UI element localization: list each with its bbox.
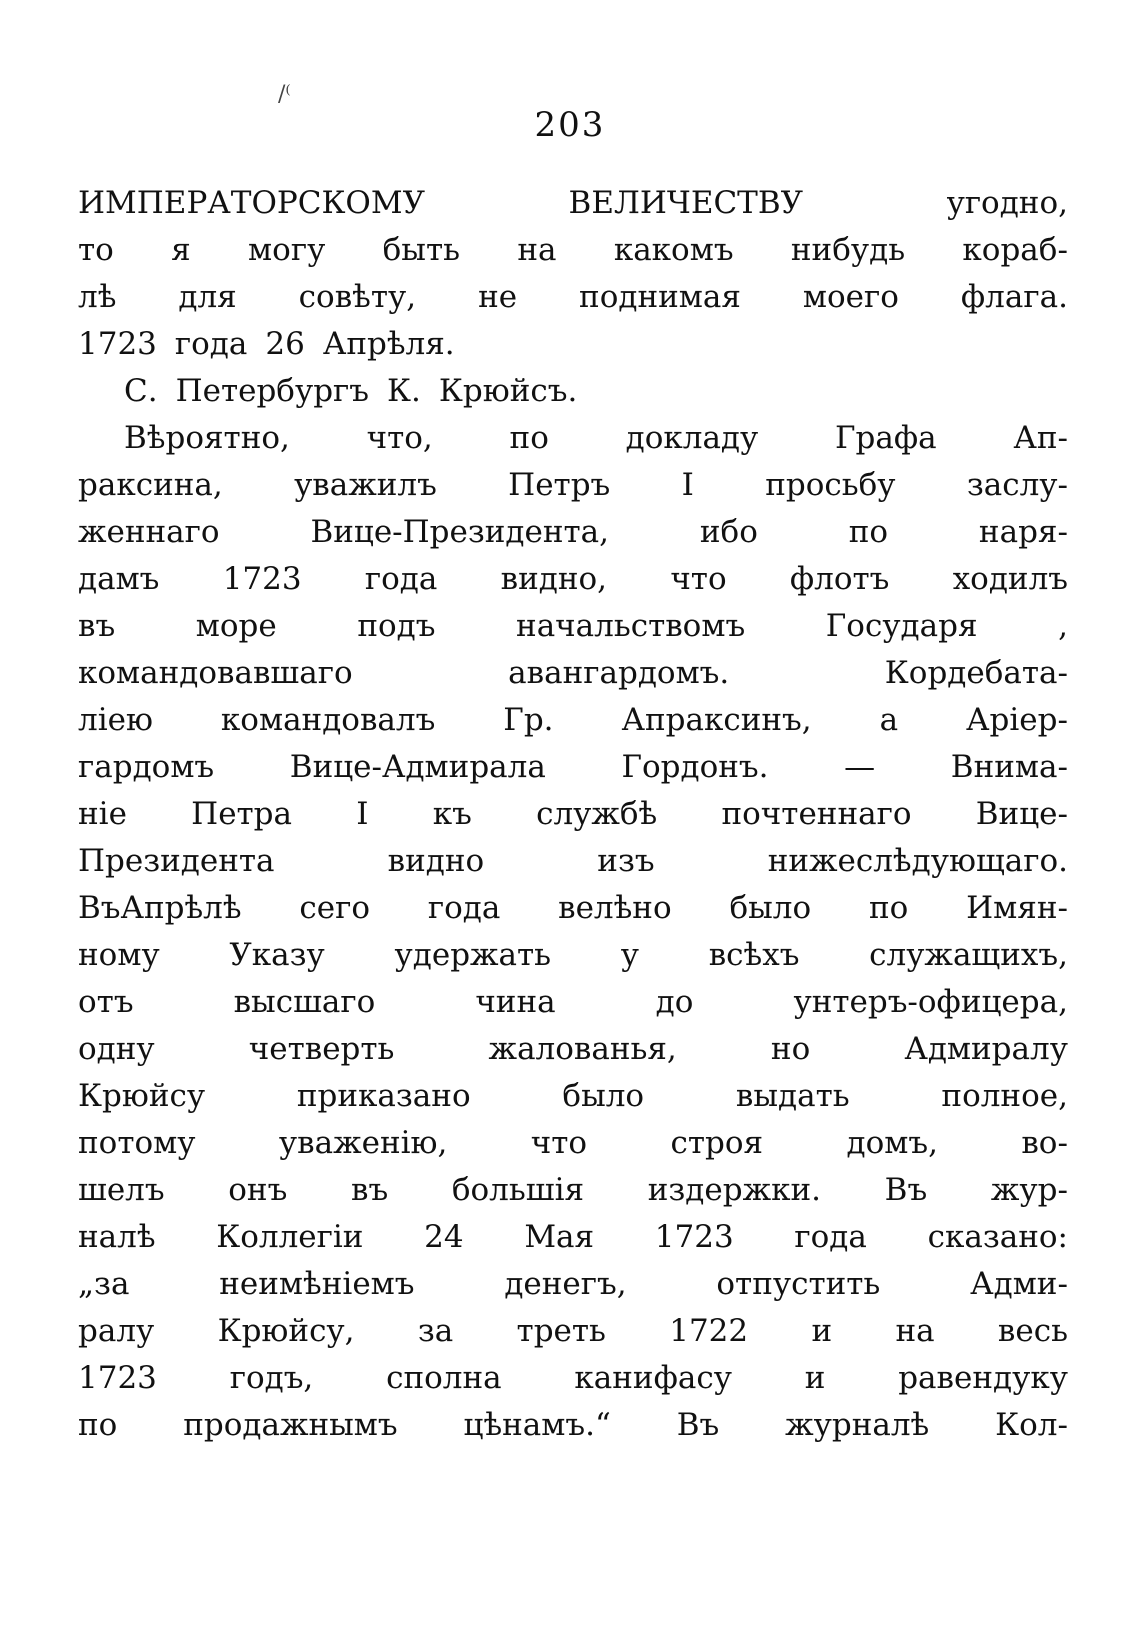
word: К. (387, 373, 421, 409)
word: Коллегіи (216, 1219, 364, 1255)
word: домъ, (846, 1125, 938, 1161)
word: Графа (835, 420, 937, 456)
word: налѣ (78, 1219, 156, 1255)
word: почтеннаго (721, 796, 912, 832)
word: ніе (78, 796, 127, 832)
word: во- (1021, 1125, 1068, 1161)
word: море (195, 608, 277, 644)
word: раксина, (78, 467, 223, 503)
word: совѣту, (298, 279, 417, 315)
word: С. (124, 373, 158, 409)
word: Ап- (1013, 420, 1068, 456)
word: одну (78, 1031, 155, 1067)
word: и (804, 1360, 826, 1396)
word: по (848, 514, 889, 550)
text-line-8 (78, 509, 1068, 556)
word: — (844, 749, 876, 785)
word: поднимая (579, 279, 741, 315)
word: ліею (78, 702, 153, 738)
word: треть (516, 1313, 606, 1349)
word: полное, (941, 1078, 1068, 1114)
word: приказано (296, 1078, 471, 1114)
text-line-18 (78, 979, 1068, 1026)
text-line-13 (78, 744, 1068, 791)
word: сего (299, 890, 371, 926)
word: изъ (597, 843, 655, 879)
word: къ (432, 796, 472, 832)
word: Крюйсу, (217, 1313, 355, 1349)
word: Вице-Президента, (310, 514, 610, 550)
word: онъ (228, 1172, 288, 1208)
text-line-22 (78, 1167, 1068, 1214)
word: могу (248, 232, 326, 268)
text-line-10 (78, 603, 1068, 650)
word: а (879, 702, 899, 738)
word: Петръ (508, 467, 611, 503)
word: быть (382, 232, 461, 268)
word: ВЕЛИЧЕСТВУ (568, 185, 804, 221)
text-line-7 (78, 462, 1068, 509)
word: денегъ, (504, 1266, 627, 1302)
word: выдать (735, 1078, 850, 1114)
word: 1722 (669, 1313, 749, 1349)
word: Адмиралу (904, 1031, 1068, 1067)
word: Гордонъ. (621, 749, 769, 785)
word: унтеръ-офицера, (793, 984, 1068, 1020)
word: годъ, (229, 1360, 314, 1396)
word: докладу (625, 420, 759, 456)
word: I (356, 796, 369, 832)
word: но (770, 1031, 811, 1067)
word: Кордебата- (884, 655, 1068, 691)
word: нибудь (790, 232, 906, 268)
word: Имян- (966, 890, 1068, 926)
word: по (868, 890, 909, 926)
word: весь (997, 1313, 1068, 1349)
text-line-2 (78, 227, 1068, 274)
word: ИМПЕРАТОРСКОМУ (78, 185, 425, 221)
text-line-16 (78, 885, 1068, 932)
word: 24 (424, 1219, 464, 1255)
text-line-12 (78, 697, 1068, 744)
word: Апраксинъ, (621, 702, 812, 738)
word: начальствомъ (516, 608, 746, 644)
word: Крюйсъ. (438, 373, 578, 409)
word: въ (351, 1172, 389, 1208)
word: Адми- (970, 1266, 1068, 1302)
word: продажнымъ (183, 1407, 398, 1443)
word: я (171, 232, 191, 268)
word: Въ (676, 1407, 720, 1443)
word: цѣнамъ.“ (463, 1407, 611, 1443)
word: заслу- (966, 467, 1068, 503)
word: видно (387, 843, 485, 879)
text-line-14 (78, 791, 1068, 838)
word: жалованья, (488, 1031, 677, 1067)
word: года (794, 1219, 867, 1255)
word: Внима- (950, 749, 1068, 785)
word: I (681, 467, 694, 503)
word: 1723 (78, 1360, 157, 1396)
word: высшаго (233, 984, 376, 1020)
word: угодно, (946, 185, 1068, 221)
word: Гр. (503, 702, 554, 738)
text-line-23 (78, 1214, 1068, 1261)
word: Петербургъ (175, 373, 370, 409)
word: по (78, 1407, 118, 1443)
word: гардомъ (78, 749, 215, 785)
word: командовалъ (220, 702, 436, 738)
word: нижеслѣдующаго. (767, 843, 1068, 879)
word: что, (366, 420, 433, 456)
word: за (417, 1313, 454, 1349)
text-line-3 (78, 274, 1068, 321)
word: ВъАпрѣлѣ (78, 890, 242, 926)
word: по (509, 420, 549, 456)
pencil-mark: /⁽ (278, 82, 291, 107)
word: Вѣроятно, (124, 420, 290, 456)
word: видно, (500, 561, 608, 597)
word: на (517, 232, 557, 268)
word: года (364, 561, 438, 597)
word: Президента (78, 843, 275, 879)
word: Мая (524, 1219, 595, 1255)
word: отпустить (716, 1266, 881, 1302)
word: не (478, 279, 518, 315)
word: , (1058, 608, 1068, 644)
word: Крюйсу (78, 1078, 206, 1114)
word: Петра (191, 796, 293, 832)
text-line-9 (78, 556, 1068, 603)
text-line-19 (78, 1026, 1068, 1073)
word: всѣхъ (708, 937, 800, 973)
word: флага. (960, 279, 1068, 315)
word: до (655, 984, 694, 1020)
word: года (427, 890, 501, 926)
word: 1723 (78, 326, 157, 362)
word: на (895, 1313, 935, 1349)
word: Вице-Адмирала (289, 749, 546, 785)
text-line-15 (78, 838, 1068, 885)
text-line-25 (78, 1308, 1068, 1355)
word: ралу (78, 1313, 155, 1349)
word: большія (451, 1172, 585, 1208)
word: отъ (78, 984, 134, 1020)
word: что (670, 561, 727, 597)
word: службѣ (536, 796, 658, 832)
word: Указу (229, 937, 325, 973)
word: Аріер- (966, 702, 1068, 738)
text-line-1 (78, 180, 1068, 227)
word: чина (475, 984, 556, 1020)
word: жур- (990, 1172, 1068, 1208)
word: четверть (248, 1031, 395, 1067)
word: для (178, 279, 237, 315)
word: наря- (978, 514, 1068, 550)
word: потому (78, 1125, 196, 1161)
text-line-26 (78, 1355, 1068, 1402)
page-number: 203 (534, 105, 606, 145)
text-line-11 (78, 650, 1068, 697)
word: равендуку (898, 1360, 1068, 1396)
word: что (530, 1125, 588, 1161)
text-line-27 (78, 1402, 1068, 1449)
word: шелъ (78, 1172, 165, 1208)
word: въ (78, 608, 116, 644)
word: уважилъ (294, 467, 437, 503)
word: просьбу (765, 467, 896, 503)
word: года (174, 326, 248, 362)
word: 1723 (222, 561, 302, 597)
word: какомъ (613, 232, 734, 268)
word: велѣно (558, 890, 672, 926)
word: женнаго (78, 514, 220, 550)
text-line-6 (78, 415, 1068, 462)
word: подъ (357, 608, 436, 644)
text-body (78, 180, 1068, 1449)
text-line-20 (78, 1073, 1068, 1120)
word: Кол- (995, 1407, 1068, 1443)
word: Государя (825, 608, 978, 644)
word: ходилъ (952, 561, 1068, 597)
text-line-5-signature (78, 368, 1068, 415)
word: журналѣ (785, 1407, 930, 1443)
word: Апрѣля. (322, 326, 455, 362)
word: командовавшаго (78, 655, 353, 691)
word: у (620, 937, 640, 973)
word: 26 (265, 326, 305, 362)
word: сполна (386, 1360, 502, 1396)
word: удержать (394, 937, 552, 973)
word: Вице- (975, 796, 1068, 832)
word: авангардомъ. (508, 655, 730, 691)
word: строя (670, 1125, 764, 1161)
word: 1723 (654, 1219, 734, 1255)
text-line-17 (78, 932, 1068, 979)
word: „за (78, 1266, 130, 1302)
word: было (729, 890, 812, 926)
word: кораб- (962, 232, 1068, 268)
word: ному (78, 937, 160, 973)
word: издержки. (647, 1172, 821, 1208)
word: Въ (884, 1172, 928, 1208)
word: и (811, 1313, 833, 1349)
word: неимѣніемъ (219, 1266, 415, 1302)
word: дамъ (78, 561, 160, 597)
word: было (562, 1078, 645, 1114)
word: флотъ (789, 561, 890, 597)
word: канифасу (574, 1360, 732, 1396)
word: уваженію, (278, 1125, 448, 1161)
word: служащихъ, (869, 937, 1068, 973)
text-line-21 (78, 1120, 1068, 1167)
word: моего (802, 279, 899, 315)
text-line-24 (78, 1261, 1068, 1308)
text-line-4 (78, 321, 1068, 368)
word: сказано: (927, 1219, 1068, 1255)
word: то (78, 232, 114, 268)
word: ибо (699, 514, 758, 550)
word: лѣ (78, 279, 117, 315)
